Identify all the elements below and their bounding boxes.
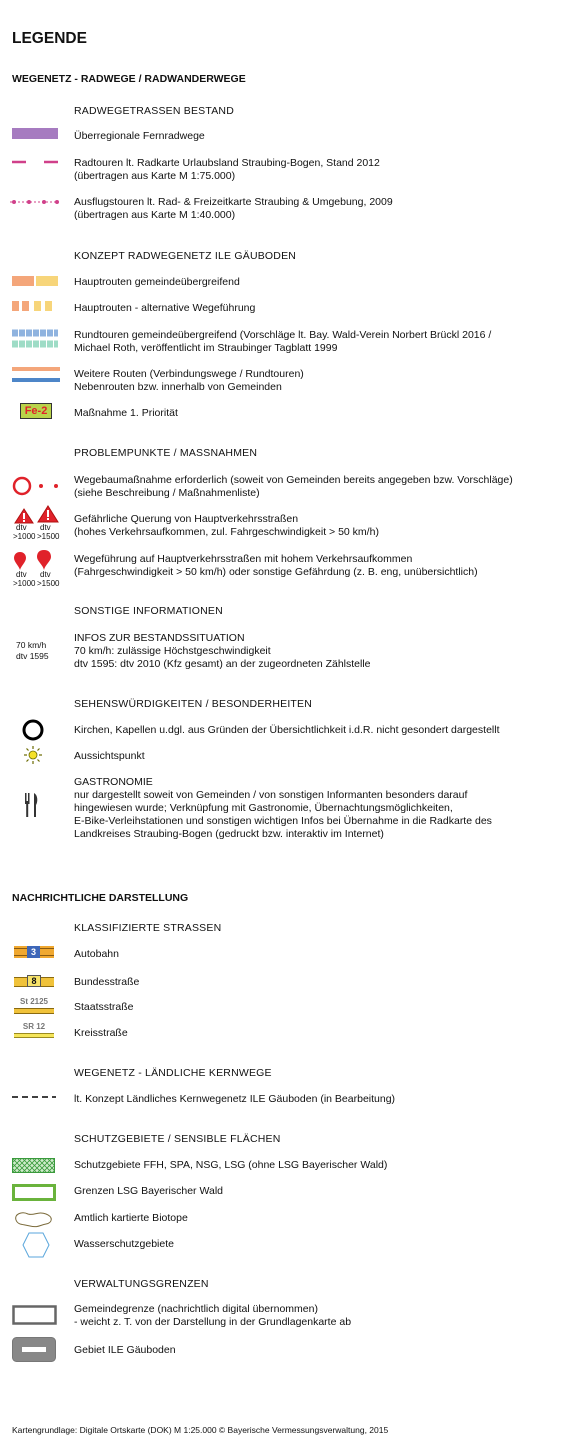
bundesstrasse-symbol: [14, 975, 54, 987]
ausflugstouren-symbol: [10, 197, 60, 207]
kreisstrasse-label: Kreisstraße: [74, 1027, 128, 1039]
massnahme-label: Maßnahme 1. Priorität: [74, 407, 178, 419]
fernradweg-symbol: [12, 127, 60, 141]
rundtouren-symbol: [12, 329, 60, 349]
wasser-label: Wasserschutzgebiete: [74, 1238, 174, 1250]
dtv-1000-caption-2: dtv: [16, 570, 27, 579]
legend-title: LEGENDE: [12, 30, 87, 47]
weitere-routen-label: Weitere Routen (Verbindungswege / Rundtouren) Nebenrouten bzw. innerhalb von Gemeinden: [74, 368, 304, 393]
group-heading-problem: PROBLEMPUNKTE / MASSNAHMEN: [74, 447, 258, 459]
section-heading-nachrichtlich: NACHRICHTLICHE DARSTELLUNG: [12, 892, 189, 904]
dtv-1000-value: >1000: [13, 532, 36, 541]
gastro-label: GASTRONOMIE nur dargestellt soweit von Gemeinden / von sonstigen Informanten besonders darauf hingewiesen wurde; Verknüpfung mit Gastronomie, Übernachtungsmöglichkeiten, E-Bike-Verleihstationen und sonstigen wichtigen Infos bei Übernahme in die Radkarte des Landkreises Straubing-Bogen (gedruckt bzw. interaktiv im Internet): [74, 776, 492, 840]
group-heading-verwaltung: VERWALTUNGSGRENZEN: [74, 1278, 209, 1290]
ile-gebiet-symbol: [12, 1337, 58, 1363]
footer-credit: Kartengrundlage: Digitale Ortskarte (DOK) M 1:25.000 © Bayerische Vermessungsverwaltung, 2015: [12, 1425, 389, 1435]
group-heading-bestand: RADWEGETRASSEN BESTAND: [74, 105, 234, 117]
wegebau-symbol: [10, 475, 62, 497]
fuehrung-label: Wegeführung auf Hauptverkehrsstraßen mit hohem Verkehrsaufkommen (Fahrgeschwindigkeit > 50 km/h) oder sonstige Gefährdung (z. B. eng, unübersichtlich): [74, 553, 478, 578]
group-heading-konzept: KONZEPT RADWEGENETZ ILE GÄUBODEN: [74, 250, 297, 262]
biotope-icon: [12, 1208, 58, 1230]
staatsstrasse-number: St 2125: [19, 997, 49, 1006]
warning-triangle-icon: [37, 505, 59, 523]
dtv-1500-caption: dtv: [40, 523, 51, 532]
hauptrouten-alt-label: Hauptrouten - alternative Wegeführung: [74, 302, 256, 314]
kernwege-label: lt. Konzept Ländliches Kernwegenetz ILE Gäuboden (in Bearbeitung): [74, 1093, 396, 1105]
autobahn-symbol: [14, 946, 54, 958]
group-heading-kernwege: WEGENETZ - LÄNDLICHE KERNWEGE: [74, 1067, 272, 1079]
viewpoint-icon: [24, 746, 42, 764]
group-heading-schutz: SCHUTZGEBIETE / SENSIBLE FLÄCHEN: [74, 1133, 281, 1145]
fork-knife-icon: [24, 792, 40, 818]
group-heading-strassen: KLASSIFIZIERTE STRASSEN: [74, 922, 222, 934]
infos-label: INFOS ZUR BESTANDSSITUATION 70 km/h: zulässige Höchstgeschwindigkeit dtv 1595: dtv 2010 (Kfz gesamt) an der zugeordneten Zählstelle: [74, 632, 371, 670]
staatsstrasse-label: Staatsstraße: [74, 1001, 134, 1013]
map-pin-icon: [35, 549, 53, 571]
dtv-1500-value-2: >1500: [37, 579, 60, 588]
group-heading-sehens: SEHENSWÜRDIGKEITEN / BESONDERHEITEN: [74, 698, 313, 710]
hauptrouten-label: Hauptrouten gemeindeübergreifend: [74, 276, 240, 288]
kreisstrasse-number: SR 12: [22, 1022, 46, 1031]
autobahn-label: Autobahn: [74, 948, 119, 960]
fe2-badge: Fe-2: [20, 403, 52, 419]
speed-dtv-sample: 70 km/h dtv 1595: [16, 640, 49, 661]
kernwege-symbol: [12, 1094, 58, 1100]
gemeindegrenze-symbol: [12, 1305, 58, 1327]
group-heading-sonstige: SONSTIGE INFORMATIONEN: [74, 605, 223, 617]
dtv-1000-value-2: >1000: [13, 579, 36, 588]
autobahn-number: 3: [27, 946, 40, 958]
gemeindegrenze-label: Gemeindegrenze (nachrichtlich digital übernommen) - weicht z. T. von der Darstellung in der Grundlagenkarte ab: [74, 1303, 352, 1328]
hauptrouten-alt-symbol: [12, 301, 60, 313]
lsg-symbol: [12, 1184, 58, 1202]
radtouren-symbol: [12, 158, 60, 168]
kirchen-label: Kirchen, Kapellen u.dgl. aus Gründen der Übersichtlichkeit i.d.R. nicht gesondert dargestellt: [74, 724, 500, 736]
dtv-1000-caption: dtv: [16, 523, 27, 532]
dtv-1500-value: >1500: [37, 532, 60, 541]
warning-triangle-icon: [14, 508, 34, 524]
bundesstrasse-label: Bundesstraße: [74, 976, 140, 988]
ffh-symbol: [12, 1158, 56, 1174]
church-circle-icon: [21, 718, 45, 742]
map-pin-icon: [12, 551, 28, 571]
water-protection-hexagon-icon: [22, 1232, 50, 1258]
aussicht-label: Aussichtspunkt: [74, 750, 145, 762]
section-heading-wegenetz: WEGENETZ - RADWEGE / RADWANDERWEGE: [12, 73, 246, 85]
hauptrouten-symbol: [12, 276, 60, 288]
kreisstrasse-symbol: [14, 1022, 54, 1040]
staatsstrasse-symbol: [14, 997, 54, 1015]
bundesstrasse-number: 8: [27, 975, 41, 987]
biotope-label: Amtlich kartierte Biotope: [74, 1212, 188, 1224]
ffh-label: Schutzgebiete FFH, SPA, NSG, LSG (ohne LSG Bayerischer Wald): [74, 1159, 388, 1171]
lsg-label: Grenzen LSG Bayerischer Wald: [74, 1185, 224, 1197]
dtv-1500-caption-2: dtv: [40, 570, 51, 579]
radtouren-label: Radtouren lt. Radkarte Urlaubsland Straubing-Bogen, Stand 2012 (übertragen aus Karte M 1:75.000): [74, 157, 380, 182]
wegebau-label: Wegebaumaßnahme erforderlich (soweit von Gemeinden bereits angegeben bzw. Vorschläge) (siehe Beschreibung / Maßnahmenliste): [74, 474, 513, 499]
rundtouren-label: Rundtouren gemeindeübergreifend (Vorschläge lt. Bay. Wald-Verein Norbert Brückl 2016 / Michael Roth, veröffentlicht im Straubinger Tagblatt 1999: [74, 329, 492, 354]
fernradwege-label: Überregionale Fernradwege: [74, 130, 205, 142]
querung-label: Gefährliche Querung von Hauptverkehrsstraßen (hohes Verkehrsaufkommen, zul. Fahrgeschwindigkeit > 50 km/h): [74, 513, 379, 538]
ile-label: Gebiet ILE Gäuboden: [74, 1344, 176, 1356]
ausflugstouren-label: Ausflugstouren lt. Rad- & Freizeitkarte Straubing & Umgebung, 2009 (übertragen aus Karte M 1:40.000): [74, 196, 393, 221]
weitere-routen-symbol: [12, 367, 62, 387]
